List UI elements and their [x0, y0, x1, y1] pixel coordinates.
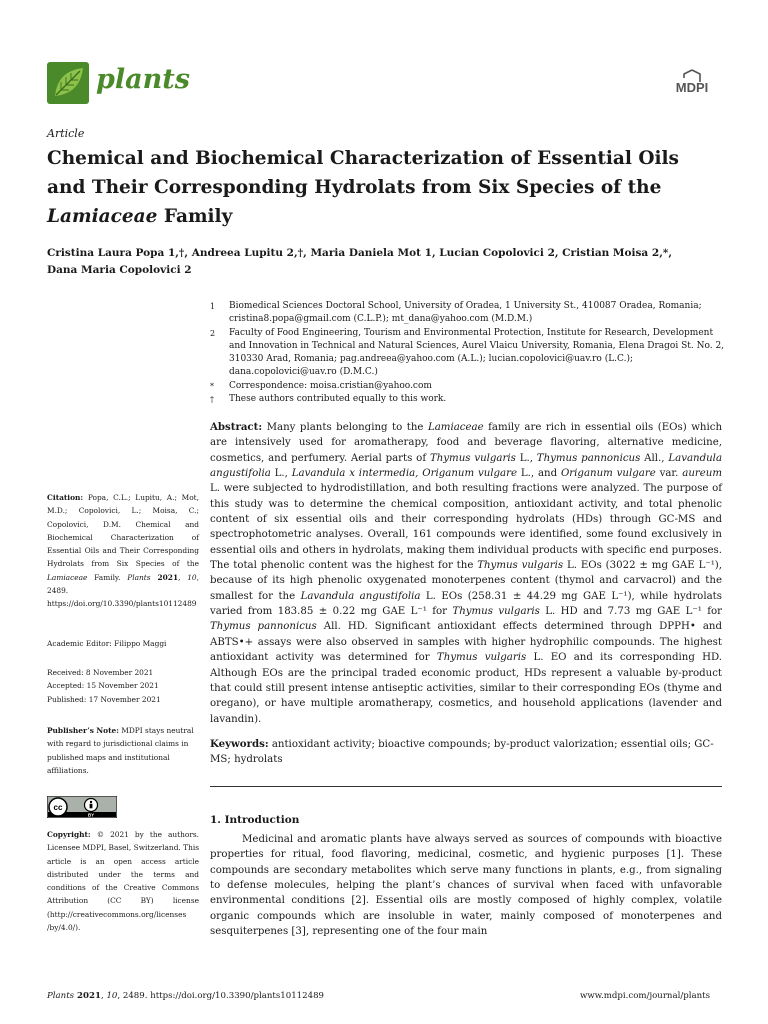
abstract-text: L. EOs (3022 ± mg GAE L⁻¹), because of its high phenolic oxygenated monoterpenes content (thymol and carvacrol) and the smallest for the	[210, 560, 723, 602]
citation-text: Popa, C.L.; Lupitu, A.; Mot, M.D.; Copolovici, L.; Moisa, C.; Copolovici, D.M. Chemical and Biochemical Characterization of Essential Oils and Their Corresponding Hydrolats from Six Species of the	[47, 493, 199, 569]
academic-editor: Academic Editor: Filippo Maggi	[47, 639, 167, 648]
copyright-label: Copyright:	[47, 830, 91, 839]
correspondence-text: Correspondence: moisa.cristian@yahoo.com	[229, 380, 432, 391]
abstract-italic: Thymus pannonicus	[536, 452, 641, 464]
publisher-note-label: Publisher’s Note:	[47, 726, 119, 735]
abstract-text: L. EOs (258.31 ± 44.29 mg GAE L⁻¹), while hydrolats varied from 183.85 ± 0.22 mg GAE L⁻¹ for	[210, 590, 722, 618]
affiliation-text: Biomedical Sciences Doctoral School, University of Oradea, 1 University St., 410087 Oradea, Romania; cristina8.popa@gmail.com (C.L.P.); mt_dana@yahoo.com (M.D.M.)	[229, 301, 702, 325]
equal-contribution-note	[210, 393, 730, 406]
copyright-block	[47, 828, 199, 934]
author-list	[47, 245, 737, 279]
section-divider	[210, 786, 722, 787]
citation-journal: Plants	[127, 572, 151, 582]
authors-line-1: Cristina Laura Popa 1,†, Andreea Lupitu 2,†, Maria Daniela Mot 1, Lucian Copolovici 2, Cristian Moisa 2,*,	[47, 247, 673, 259]
abstract-italic: aureum	[682, 468, 723, 480]
received-date: Received: 8 November 2021	[47, 668, 154, 677]
abstract-italic: Thymus vulgaris	[477, 560, 564, 572]
paper-title	[47, 144, 727, 231]
authors-line-2: Dana Maria Copolovici 2	[47, 264, 192, 276]
footer-year: 2021	[74, 991, 101, 1001]
footer-volume: , 10	[100, 991, 118, 1001]
publication-dates	[47, 666, 199, 706]
citation-volume: , 10	[178, 572, 197, 582]
abstract-italic: Origanum vulgare	[560, 468, 656, 480]
abstract-italic: Lavandula x intermedia, Origanum vulgare	[291, 468, 518, 480]
footer-doi[interactable]: , 2489. https://doi.org/10.3390/plants10112489	[117, 991, 325, 1001]
abstract-italic: Thymus vulgaris	[452, 606, 540, 618]
citation-text: Family.	[87, 572, 128, 582]
abstract-label: Abstract:	[210, 421, 263, 433]
abstract	[210, 420, 722, 727]
citation-year: 2021	[150, 572, 179, 582]
accepted-date: Accepted: 15 November 2021	[47, 681, 159, 691]
plants-leaf-logo-icon	[47, 62, 89, 104]
abstract-text: All. HD. Significant antioxidant effects determined through DPPH• and ABTS•+ assays were also observed in samples with higher hydrophilic compounds. The highest antioxidant activity was determined for	[210, 621, 722, 664]
introduction-paragraph: Medicinal and aromatic plants have always served as sources of compounds with bioactive properties for ritual, food flavoring, medicinal, cosmetic, and hygienic purposes [1]. These compounds are secondary metabolites which serve many functions in plants, e.g., from signaling to defense molecules, helping the plant’s chances of survival when faced with unfavorable environmental conditions [2]. Essential oils are mostly composed of highly complex, volatile organic compounds which are insoluble in water, mainly composed of monoterpenes and sesquiterpenes [3], representing one of the four main	[210, 834, 722, 938]
affiliation-marker: 2	[210, 328, 216, 338]
citation-label: Citation:	[47, 493, 84, 502]
mdpi-logo-icon	[666, 68, 718, 98]
abstract-italic: Thymus vulgaris	[429, 452, 516, 464]
abstract-text: L. HD and 7.73 mg GAE L⁻¹ for	[539, 606, 722, 618]
affiliation-marker: 1	[210, 302, 216, 311]
copyright-text: © 2021 by the authors. Licensee MDPI, Basel, Switzerland. This article is an open access article distributed under the terms and conditions of the Creative Commons Attribution (CC BY) license (http://creativecommons.org/licenses /by/4.0/).	[47, 830, 199, 933]
affiliation-marker: *	[210, 381, 214, 391]
abstract-italic: Thymus pannonicus	[210, 621, 317, 633]
abstract-italic: Lavandula angustifolia	[210, 452, 723, 480]
mdpi-wordmark: MDPI	[675, 80, 709, 95]
footer-journal-url[interactable]: www.mdpi.com/journal/plants	[580, 991, 710, 1001]
article-type: Article	[47, 127, 85, 140]
title-family-italic: Lamiaceae	[47, 206, 158, 227]
affiliations	[210, 300, 730, 406]
abstract-text: All.,	[640, 452, 669, 464]
abstract-text: L. EO and its corresponding HD. Although EOs are the principal traded economic product, HDs represent a valuable by-product that could still present intense antiseptic activities, similar to their corresponding EOs (thyme and oregano), or have multiple aromatherapy, cosmetics, and household applications (lavender and lavandin).	[210, 652, 722, 725]
published-date: Published: 17 November 2021	[47, 694, 161, 704]
publisher-note-text: MDPI stays neutral with regard to jurisdictional claims in published maps and institutional affiliations.	[47, 726, 194, 775]
keywords-text: antioxidant activity; bioactive compounds; by-product valorization; essential oils; GC-MS; hydrolats	[210, 739, 714, 766]
title-line-1: Chemical and Biochemical Characterization of Essential Oils	[47, 148, 679, 169]
journal-name: plants	[96, 64, 190, 95]
abstract-italic: Thymus vulgaris	[436, 652, 527, 664]
abstract-text: L.,	[515, 452, 537, 464]
citation-italic: Lamiaceae	[47, 572, 88, 582]
abstract-text: family are rich in essential oils (EOs) which are intensively used for aromatherapy, food and beverage flavoring, alternative medicine, cosmetics, and perfumery. Aerial parts of	[210, 422, 723, 464]
abstract-text: L.,	[270, 468, 292, 480]
section-heading-introduction: 1. Introduction	[210, 814, 300, 826]
equal-contribution-text: These authors contributed equally to this work.	[229, 394, 447, 405]
abstract-italic: Lavandula angustifolia	[300, 590, 421, 602]
abstract-italic: Lamiaceae	[427, 422, 484, 433]
abstract-text: L. were subjected to hydrodistillation, and both resulting fractions were analyzed. The purpose of this study was to determine the chemical composition, antioxidant activity, and total phenolic content of six essential oils and their corresponding hydrolats (HDs) through GC-MS and spectrophotometric analyses. Overall, 161 compounds were identified, some found exclusively in essential oils and others in hydrolats, making them individual products with specific end purposes. The total phenolic content was the highest for the	[210, 483, 722, 572]
affiliation-text: Faculty of Food Engineering, Tourism and Environmental Protection, Institute for Research, Development and Innovation in Technical and Natural Sciences, Aurel Vlaicu University, Romania, Elena Dragoi St. No. 2, 310330 Arad, Romania; pag.andreea@yahoo.com (A.L.); lucian.copolovici@uav.ro (L.C.); dana.copolovici@uav.ro (D.M.C.)	[229, 327, 725, 378]
correspondence-item	[210, 380, 730, 393]
citation-doi[interactable]: , 2489. https://doi.org/10.3390/plants10112489	[47, 572, 199, 609]
footer-journal: Plants	[47, 991, 75, 1001]
keywords-label: Keywords:	[210, 738, 269, 750]
svg-text:cc: cc	[53, 803, 63, 812]
abstract-text: L., and	[517, 468, 561, 480]
affiliation-marker: †	[210, 395, 214, 405]
keywords	[210, 737, 722, 768]
publisher-note	[47, 724, 199, 777]
abstract-text: var.	[655, 468, 683, 480]
title-line-3-rest: Family	[157, 206, 233, 227]
abstract-text: Many plants belonging to the	[262, 422, 428, 433]
affiliation-item	[210, 300, 730, 327]
footer-citation	[47, 991, 324, 1001]
title-line-2: and Their Corresponding Hydrolats from Six Species of the	[47, 177, 662, 198]
affiliation-item	[210, 327, 730, 380]
cc-by-badge-text: BY	[87, 812, 95, 818]
cc-by-license-icon[interactable]	[47, 796, 117, 818]
citation-block	[47, 491, 199, 611]
